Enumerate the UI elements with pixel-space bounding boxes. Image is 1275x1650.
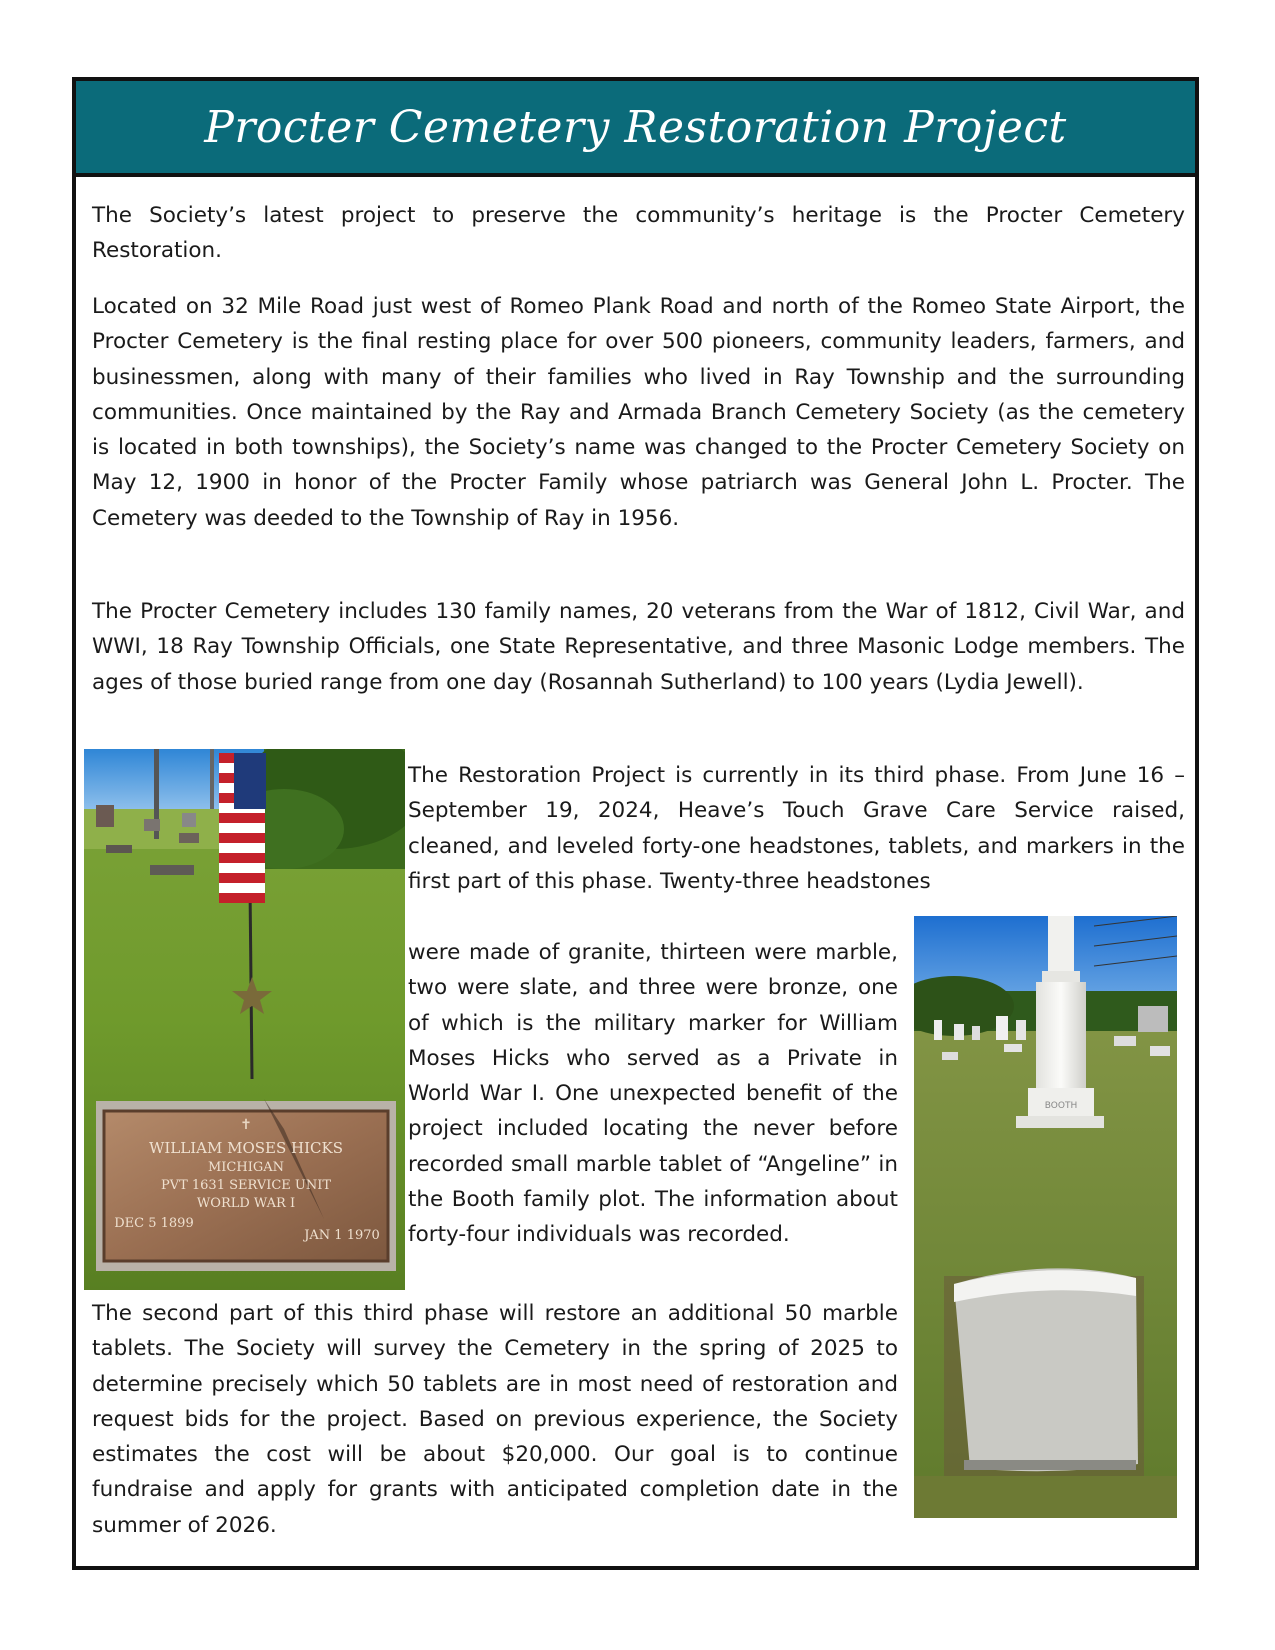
article-frame bbox=[72, 77, 1199, 1570]
marker-death-date: JAN 1 1970 bbox=[304, 1228, 380, 1243]
monument-name: BOOTH bbox=[1044, 1101, 1078, 1111]
military-marker-photo bbox=[84, 749, 405, 1290]
location-paragraph: Located on 32 Mile Road just west of Romeo Plank Road and north of the Romeo State Airport, the Procter Cemetery is the final resting place for over 500 pioneers, community leaders, farmers, and businessmen, along with many of their families who lived in Ray Township and the surrounding communities. Once maintained by the Ray and Armada Branch Cemetery Society (as the cemetery is located in both townships), the Society’s name was changed to the Procter Cemetery Society on May 12, 1900 in honor of the Procter Family whose patriarch was General John L. Procter. The Cemetery was deeded to the Township of Ray in 1956. bbox=[92, 294, 1185, 531]
phase-paragraph-middle: were made of granite, thirteen were marble, two were slate, and three were bronze, one of which is the military marker for William Moses Hicks who served as a Private in World War I. One unexpected benefit of the project included locating the never before recorded small marble tablet of “Angeline” in the Booth family plot. The information about forty-four individuals was recorded. bbox=[408, 940, 898, 1248]
marker-name: WILLIAM MOSES HICKS bbox=[148, 1139, 344, 1157]
page-title: Procter Cemetery Restoration Project bbox=[204, 101, 1067, 153]
burials-paragraph: The Procter Cemetery includes 130 family names, 20 veterans from the War of 1812, Civil War, and WWI, 18 Ray Township Officials, one State Representative, and three Masonic Lodge members. The ages of those buried range from one day (Rosannah Sutherland) to 100 years (Lydia Jewell). bbox=[92, 599, 1185, 695]
marker-birth-date: DEC 5 1899 bbox=[114, 1216, 194, 1231]
marker-unit: PVT 1631 SERVICE UNIT bbox=[160, 1178, 332, 1193]
marker-state: MICHIGAN bbox=[207, 1160, 285, 1175]
marble-tablet-image bbox=[914, 916, 1177, 1518]
military-marker-image bbox=[84, 749, 405, 1290]
intro-paragraph: The Society’s latest project to preserve the community’s heritage is the Procter Cemetery Restoration. bbox=[92, 203, 1185, 264]
marker-war: WORLD WAR I bbox=[196, 1196, 296, 1211]
marble-tablet-photo bbox=[914, 916, 1177, 1518]
second-part-paragraph: The second part of this third phase will restore an additional 50 marble tablets. The Society will survey the Cemetery in the spring of 2025 to determine precisely which 50 tablets are in most need of restoration and request bids for the project. Based on previous experience, the Society estimates the cost will be about $20,000. Our goal is to continue fundraise and apply for grants with anticipated completion date in the summer of 2026. bbox=[92, 1301, 898, 1538]
title-banner bbox=[76, 81, 1195, 177]
svg-text:✝: ✝ bbox=[240, 1117, 252, 1133]
phase-paragraph-top: The Restoration Project is currently in its third phase. From June 16 – September 19, 2024, Heave’s Touch Grave Care Service raised, cleaned, and leveled forty-one headstones, tablets, and markers in the first part of this phase. Twenty-three headstones bbox=[408, 763, 1185, 894]
